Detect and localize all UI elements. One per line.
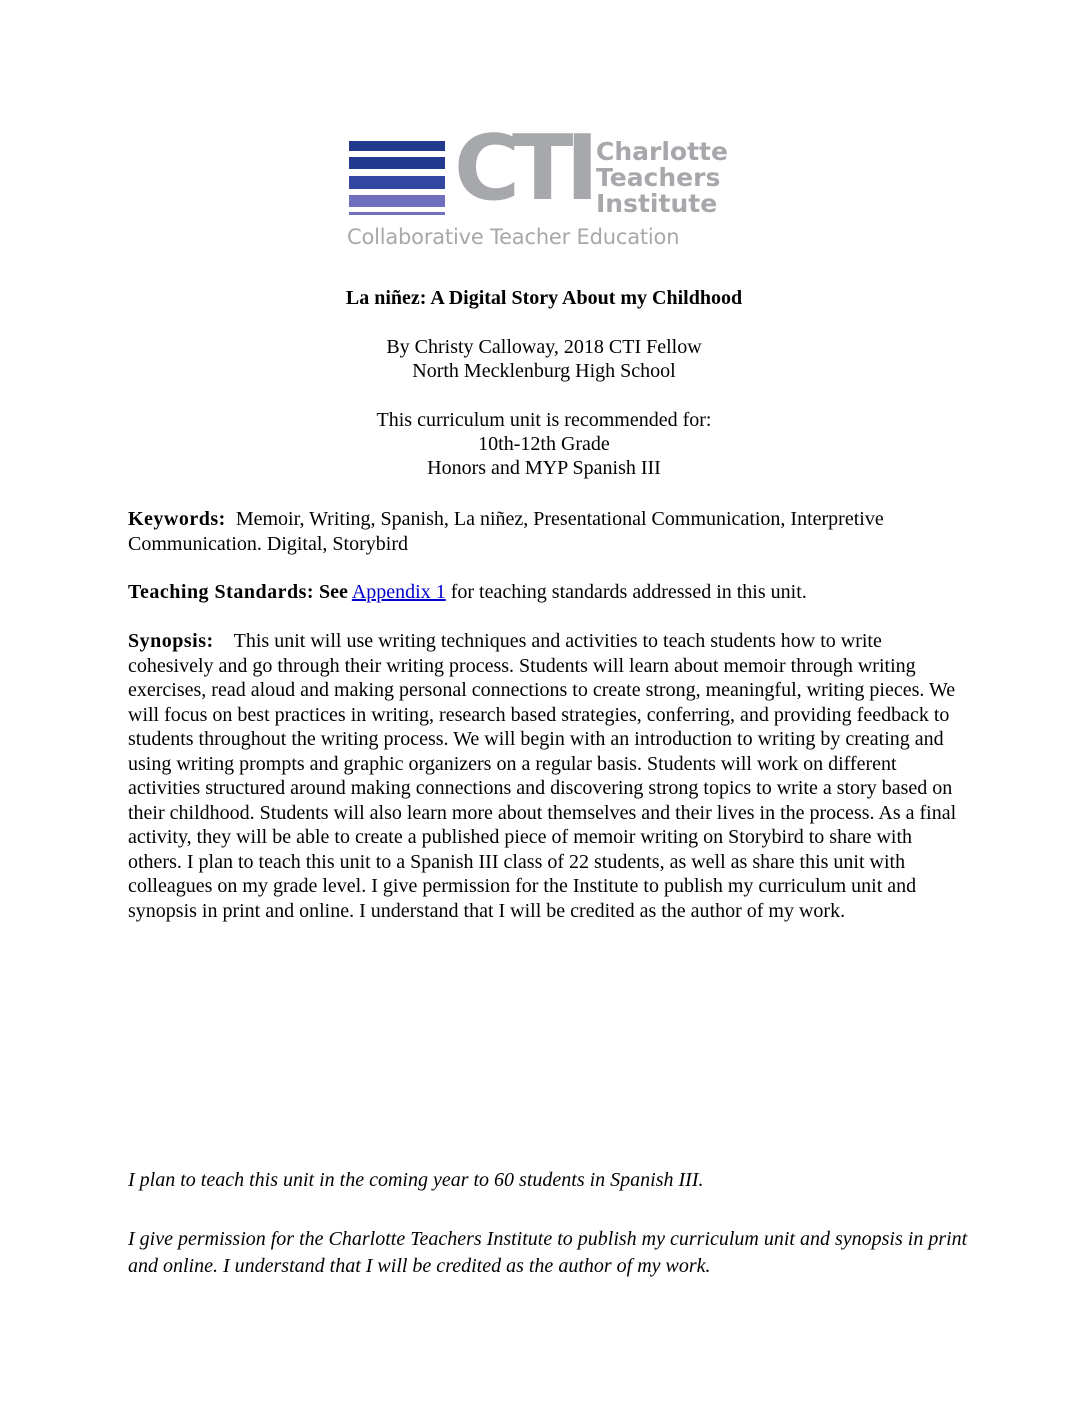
recommendation-grade: 10th-12th Grade <box>478 433 610 455</box>
recommendation-course: Honors and MYP Spanish III <box>427 457 661 479</box>
logo-bar-1 <box>349 141 445 151</box>
footer-permission: I give permission for the Charlotte Teachers Institute to publish my curriculum unit and synopsis in print and online. I understand that I will be credited as the author of my work. <box>128 1228 968 1277</box>
keywords-section <box>128 507 968 556</box>
logo-name-line-1: Charlotte <box>596 137 728 166</box>
logo-bar-3 <box>349 176 445 189</box>
logo-tagline: Collaborative Teacher Education <box>347 225 680 249</box>
standards-suffix: for teaching standards addressed in this unit. <box>450 581 807 603</box>
standards-label: Teaching Standards: <box>128 581 315 603</box>
document-title: La niñez: A Digital Story About my Childhood <box>345 287 743 309</box>
keywords-text: Memoir, Writing, Spanish, La niñez, Presentational Communication, Interpretive Communication. Digital, Storybird <box>128 508 884 555</box>
author-byline: By Christy Calloway, 2018 CTI Fellow <box>386 336 702 358</box>
keywords-label: Keywords: <box>128 508 226 530</box>
synopsis-text: This unit will use writing techniques and activities to teach students how to write cohesively and go through their writing process. Students will learn about memoir through writing exercises, read aloud and making personal connections to create strong, meaningful, writing pieces. We will focus on best practices in writing, research based strategies, conferring, and providing feedback to students throughout the writing process. We will begin with an introduction to writing by creating and using writing prompts and graphic organizers on a regular basis. Students will work on different activities structured around making connections and discovering strong topics to write a story based on their childhood. Students will also learn more about themselves and their lives in the process. As a final activity, they will be able to create a published piece of memoir writing on Storybird to share with others. I plan to teach this unit to a Spanish III class of 22 students, as well as share this unit with colleagues on my grade level. I give permission for the Institute to publish my curriculum unit and synopsis in print and online. I understand that I will be credited as the author of my work. <box>128 630 957 922</box>
cti-logo <box>346 116 746 254</box>
logo-bar-5 <box>349 212 445 215</box>
logo-name-line-3: Institute <box>596 189 718 218</box>
recommendation-intro: This curriculum unit is recommended for: <box>376 409 712 431</box>
synopsis-label: Synopsis: <box>128 630 214 652</box>
footer-plan: I plan to teach this unit in the coming year to 60 students in Spanish III. <box>128 1169 704 1191</box>
logo-mark: CTI <box>454 116 591 221</box>
logo-bar-4 <box>349 195 445 207</box>
standards-section <box>128 580 968 605</box>
logo-name-line-2: Teachers <box>596 163 721 192</box>
appendix-1-link[interactable]: Appendix 1 <box>351 581 446 603</box>
synopsis-section <box>128 629 968 923</box>
logo-bar-2 <box>349 157 445 169</box>
author-school: North Mecklenburg High School <box>412 360 676 382</box>
standards-prefix: See <box>319 581 348 603</box>
